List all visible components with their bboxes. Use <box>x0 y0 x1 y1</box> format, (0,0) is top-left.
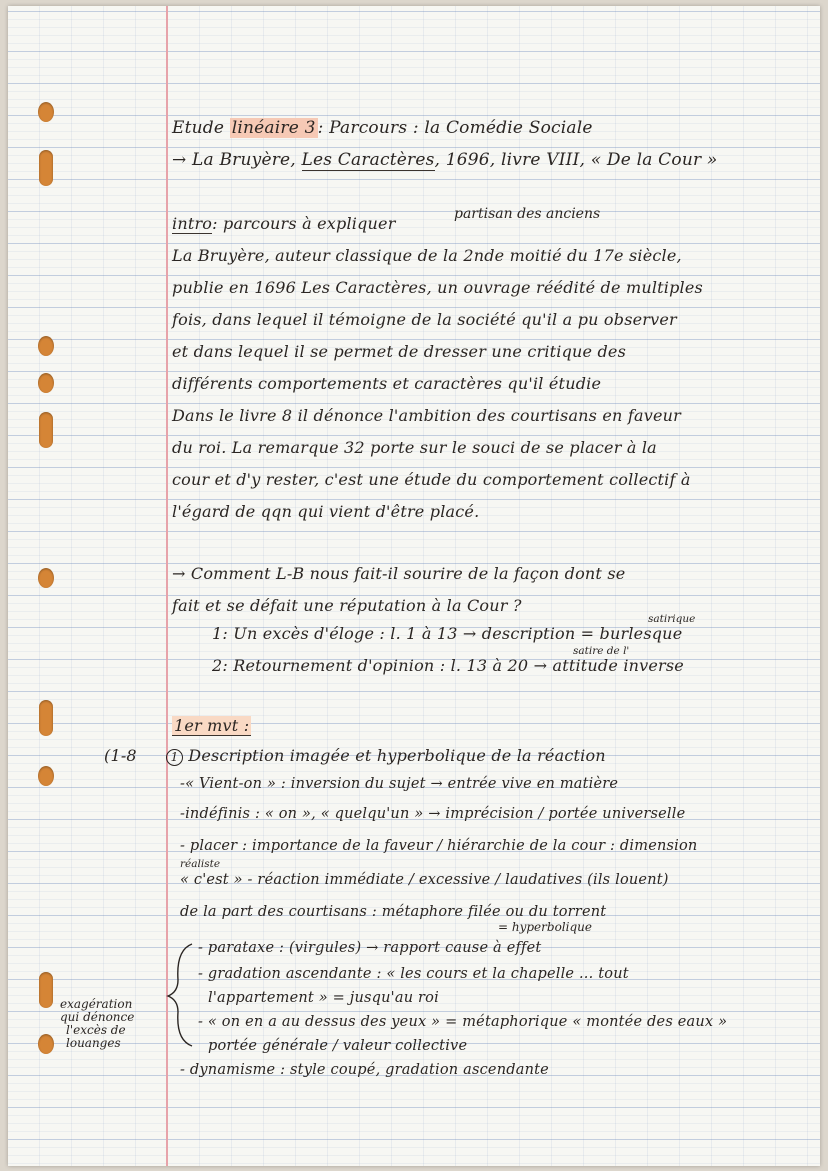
binder-hole <box>38 336 54 356</box>
bullet <box>180 904 606 920</box>
binder-hole <box>39 150 53 186</box>
intro-rest: : parcours à expliquer <box>212 214 396 233</box>
bullet: portée générale / valeur collective <box>208 1038 468 1054</box>
binder-hole <box>39 412 53 448</box>
margin-note-line: qui dénonce <box>60 1010 135 1024</box>
realiste-note: réaliste <box>180 858 221 870</box>
bullet: - « on en a au dessus des yeux » = métaphorique « montée des eaux » <box>198 1014 728 1030</box>
binder-hole <box>39 700 53 736</box>
bullet: -« Vient-on » : inversion du sujet → entrée vive en matière <box>180 776 619 792</box>
binder-hole <box>38 766 54 786</box>
page-subtitle <box>172 150 718 170</box>
bullet: - dynamisme : style coupé, gradation ascendante <box>180 1062 549 1078</box>
subtitle-rest: , 1696, livre VIII, « De la Cour » <box>434 150 718 170</box>
intro-line: l'égard de qqn qui vient d'être placé. <box>172 502 480 521</box>
intro-line: Dans le livre 8 il dénonce l'ambition des courtisans en faveur <box>172 406 681 425</box>
mvt-heading-text: 1er mvt : <box>174 716 250 735</box>
plan-item-2: 2: Retournement d'opinion : l. 13 à 20 → attitude inverse <box>212 656 684 675</box>
bullet-text: de la part des courtisans : métaphore filée ou du torrent <box>180 904 607 920</box>
problem-question: → Comment L-B nous fait-il sourire de la façon dont se <box>172 564 626 583</box>
intro-line: du roi. La remarque 32 porte sur le souci de se placer à la <box>172 438 657 457</box>
bullet: l'appartement » = jusqu'au roi <box>208 990 439 1006</box>
hyperbolique-note: = hyperbolique <box>498 920 592 934</box>
intro-line: publie en 1696 Les Caractères, un ouvrage réédité de multiples <box>172 278 703 297</box>
problem-question: fait et se défait une réputation à la Cour ? <box>172 596 522 615</box>
binder-hole <box>39 972 53 1008</box>
title-rest: : Parcours : la Comédie Sociale <box>317 118 593 138</box>
binder-hole <box>38 568 54 588</box>
intro-heading <box>172 214 396 233</box>
intro-line: et dans lequel il se permet de dresser une critique des <box>172 342 627 361</box>
bullet: - parataxe : (virgules) → rapport cause à effet <box>198 940 542 956</box>
notebook-page <box>8 6 820 1166</box>
intro-line: La Bruyère, auteur classique de la 2nde moitié du 17e siècle, <box>172 246 682 265</box>
binder-hole <box>38 102 54 122</box>
brace-mark <box>162 940 202 1050</box>
mvt-line-ref: (1-8 <box>104 746 137 765</box>
margin-note <box>60 998 134 1050</box>
margin-note-line: louanges <box>66 1036 121 1050</box>
subtitle-author: → La Bruyère, <box>172 150 296 170</box>
title-prefix: Etude <box>172 118 225 138</box>
intro-line: différents comportements et caractères qu'il étudie <box>172 374 602 393</box>
point-heading <box>166 746 606 766</box>
binder-hole <box>38 373 54 393</box>
mvt-heading <box>172 716 251 735</box>
page-title <box>172 118 593 138</box>
title-highlight: linéaire 3 <box>231 118 316 138</box>
intro-label: intro <box>172 214 213 233</box>
intro-line: cour et d'y rester, c'est une étude du comportement collectif à <box>172 470 691 489</box>
intro-insert: partisan des anciens <box>454 206 601 222</box>
point-title: Description imagée et hyperbolique de la réaction <box>188 746 606 765</box>
subtitle-book: Les Caractères <box>301 150 435 170</box>
intro-line: fois, dans lequel il témoigne de la société qu'il a pu observer <box>172 310 677 329</box>
margin-note-line: l'excès de <box>66 1023 126 1037</box>
margin-note-line: exagération <box>60 997 133 1011</box>
plan1-above: satirique <box>648 613 696 625</box>
bullet: - gradation ascendante : « les cours et la chapelle ... tout <box>198 966 629 982</box>
binder-hole <box>38 1034 54 1054</box>
point-number: 1 <box>166 749 183 766</box>
bullet: « c'est » - réaction immédiate / excessive / laudatives (ils louent) <box>180 872 669 888</box>
bullet: -indéfinis : « on », « quelqu'un » → imprécision / portée universelle <box>180 806 686 822</box>
bullet: - placer : importance de la faveur / hiérarchie de la cour : dimension <box>180 838 698 854</box>
plan-item-1: 1: Un excès d'éloge : l. 1 à 13 → description = burlesque <box>212 624 683 643</box>
plan2-above: satire de l' <box>573 645 630 657</box>
